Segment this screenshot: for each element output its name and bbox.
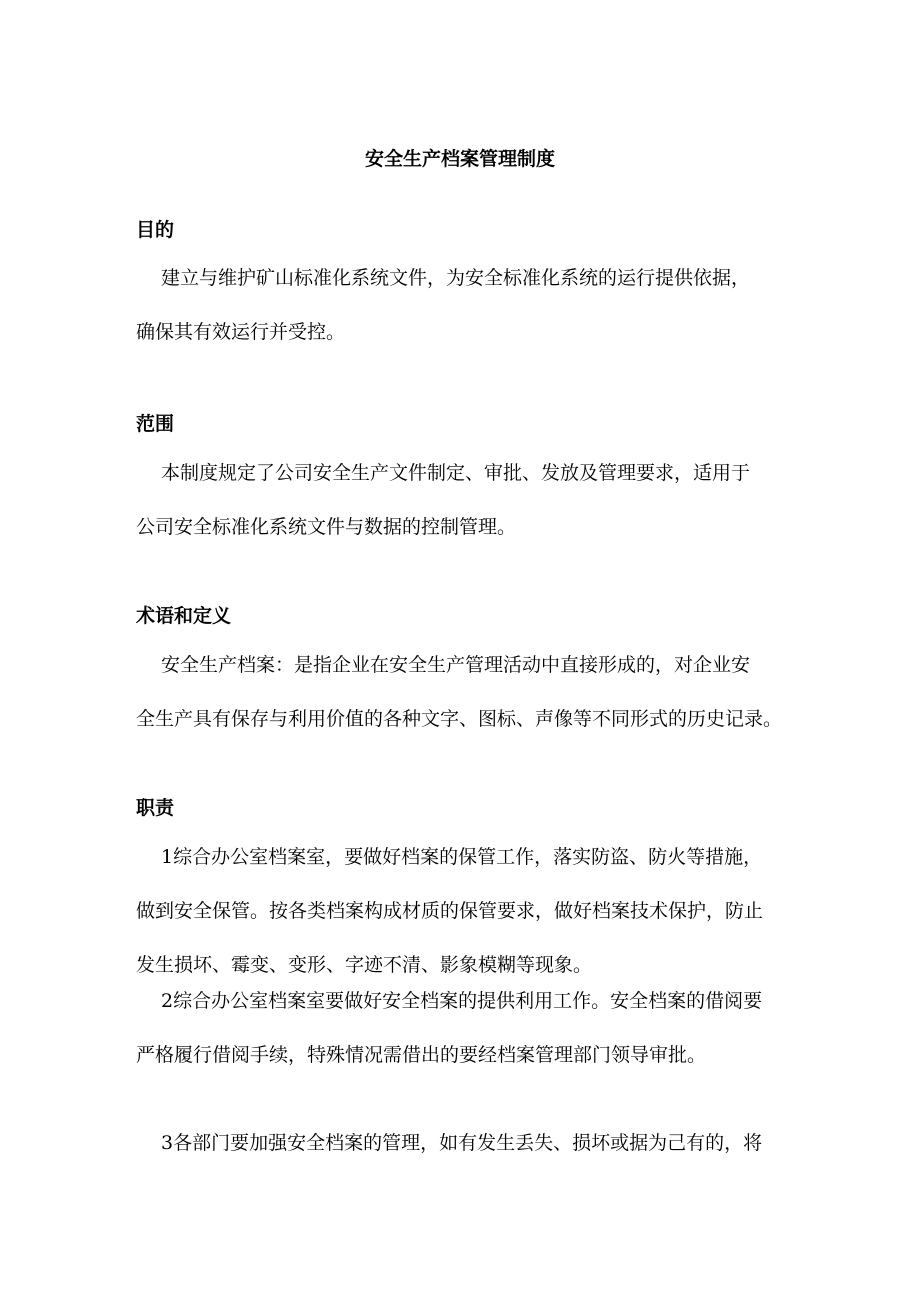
paragraph-line: 发生损坏、霉变、变形、字迹不清、影象模糊等现象。 [136,954,593,976]
section-heading-scope: 范围 [136,413,175,435]
paragraph-line: 3各部门要加强安全档案的管理，如有发生丢失、损坏或据为己有的，将 [161,1132,763,1154]
paragraph-line: 做到安全保管。按各类档案构成材质的保管要求，做好档案技术保护，防止 [136,900,764,922]
section-heading-terms: 术语和定义 [136,605,232,627]
paragraph-line: 1综合办公室档案室，要做好档案的保管工作，落实防盗、防火等措施， [161,846,763,868]
document-title: 安全生产档案管理制度 [364,148,555,170]
section-body-purpose [136,251,750,359]
section-heading-duties: 职责 [136,797,175,819]
paragraph-line: 确保其有效运行并受控。 [136,321,346,343]
duty-item-2 [136,974,762,1082]
paragraph-line: 本制度规定了公司安全生产文件制定、审批、发放及管理要求，适用于 [161,462,751,484]
duty-item-3 [136,1116,762,1170]
paragraph-line: 2综合办公室档案室要做好安全档案的提供利用工作。安全档案的借阅要 [161,990,763,1012]
duty-item-1 [136,830,763,992]
paragraph-line: 全生产具有保存与利用价值的各种文字、图标、声像等不同形式的历史记录。 [136,708,783,730]
section-body-scope [136,446,750,554]
section-body-terms [136,638,782,746]
section-heading-purpose: 目的 [136,219,175,241]
paragraph-line: 严格履行借阅手续，特殊情况需借出的要经档案管理部门领导审批。 [136,1044,707,1066]
paragraph-line: 公司安全标准化系统文件与数据的控制管理。 [136,516,517,538]
paragraph-line: 安全生产档案：是指企业在安全生产管理活动中直接形成的，对企业安 [161,654,751,676]
paragraph-line: 建立与维护矿山标准化系统文件，为安全标准化系统的运行提供依据， [161,267,751,289]
